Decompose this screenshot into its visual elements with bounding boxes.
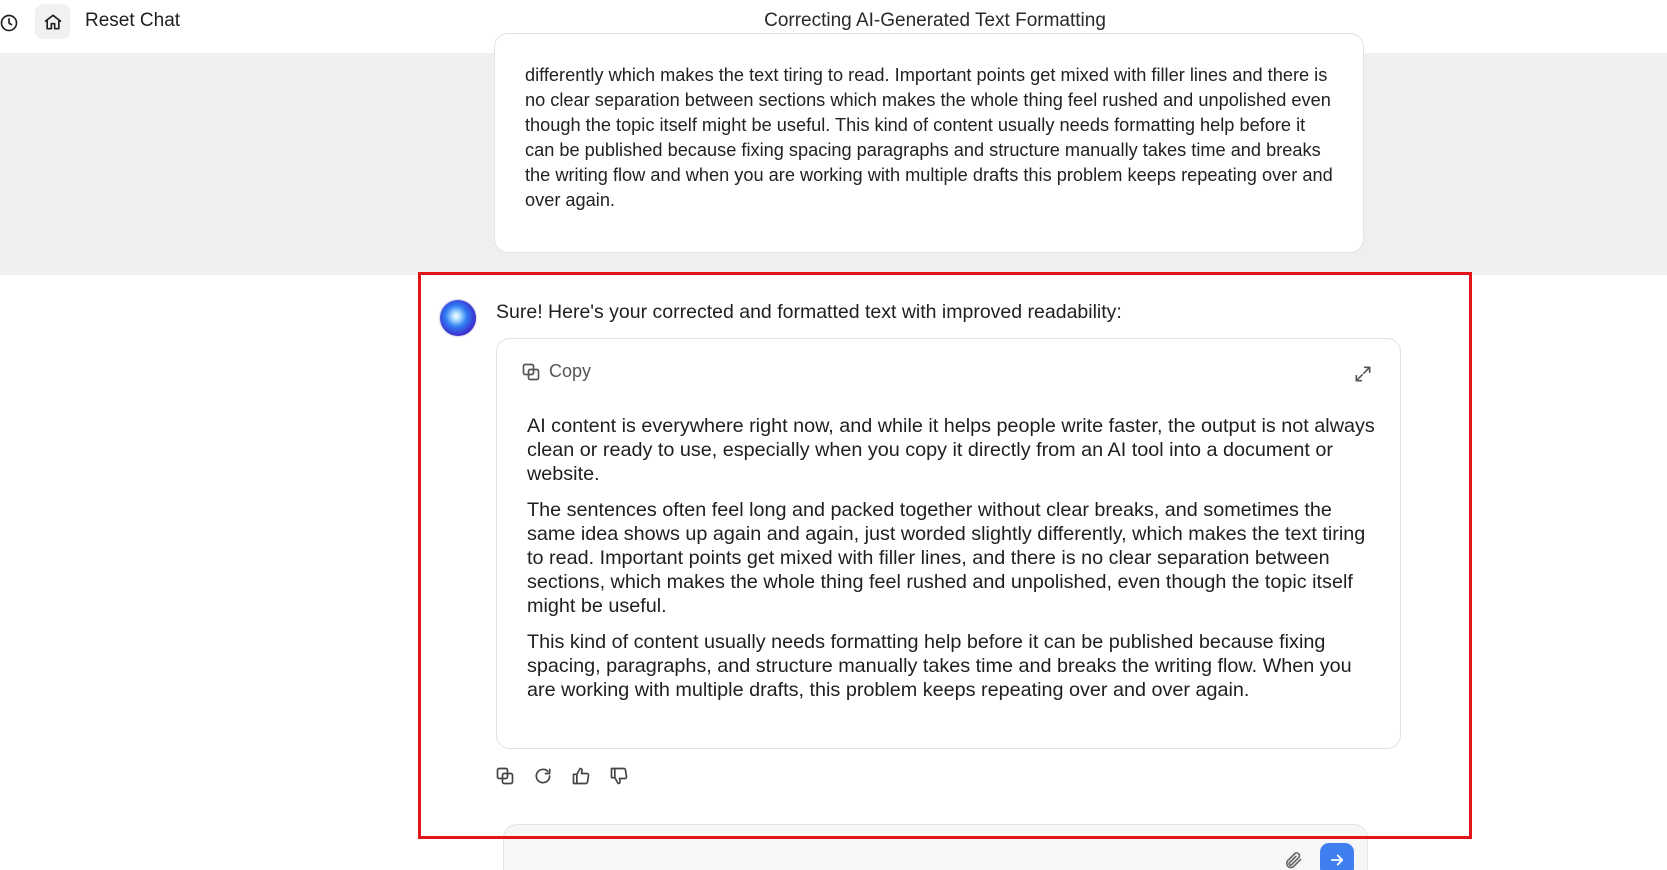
assistant-avatar <box>440 300 476 336</box>
paperclip-icon <box>1283 850 1303 870</box>
user-message-bubble <box>494 33 1364 253</box>
formatted-paragraph-2: The sentences often feel long and packed together without clear breaks, and sometimes the same idea shows up again and again, just worded slightly differently, which makes the text tiring to read. Important points get mixed with filler lines, and there is no clear separation between sections, which makes the whole thing feel rushed and unpolished, even though the topic itself might be useful. <box>527 499 1366 617</box>
page-title: Correcting AI-Generated Text Formatting <box>764 10 1106 31</box>
formatted-paragraph-3: This kind of content usually needs formatting help before it can be published because fixing spacing, paragraphs, and structure manually takes time and breaks the writing flow. When you are working with multiple drafts, this problem keeps repeating over and over again. <box>527 631 1352 701</box>
formatted-paragraph-1: AI content is everywhere right now, and while it helps people write faster, the output is not always clean or ready to use, especially when you copy it directly from an AI tool into a document or website. <box>527 415 1375 485</box>
thumbs-up-button[interactable] <box>569 764 593 788</box>
regenerate-button[interactable] <box>531 764 555 788</box>
user-message-area <box>0 53 1667 275</box>
copy-icon <box>495 766 515 786</box>
expand-button[interactable] <box>1352 363 1374 385</box>
attach-button[interactable] <box>1282 849 1304 870</box>
thumbs-down-icon <box>609 766 629 786</box>
copy-label: Copy <box>549 361 592 381</box>
formatted-text-body <box>527 414 1377 714</box>
arrow-right-icon <box>1328 851 1346 869</box>
reset-chat-button[interactable]: Reset Chat <box>85 10 181 31</box>
thumbs-down-button[interactable] <box>607 764 631 788</box>
user-message-text: differently which makes the text tiring to read. Important points get mixed with filler lines and there is no clear separation between sections which makes the whole thing feel rushed and unpolished even though the topic itself might be useful. This kind of content usually needs formatting help before it can be published because fixing spacing paragraphs and structure manually takes time and breaks the writing flow and when you are working with multiple drafts this problem keeps repeating over and over again. <box>525 65 1333 210</box>
copy-response-button[interactable] <box>493 764 517 788</box>
send-button[interactable] <box>1320 843 1354 870</box>
copy-button[interactable] <box>521 361 591 382</box>
regenerate-icon <box>533 766 553 786</box>
formatted-text-card <box>496 338 1401 749</box>
response-actions <box>493 764 631 788</box>
thumbs-up-icon <box>571 766 591 786</box>
expand-icon <box>1353 364 1373 384</box>
message-composer[interactable] <box>503 824 1368 870</box>
assistant-intro-text: Sure! Here's your corrected and formatted text with improved readability: <box>496 301 1122 323</box>
copy-icon <box>521 362 541 382</box>
